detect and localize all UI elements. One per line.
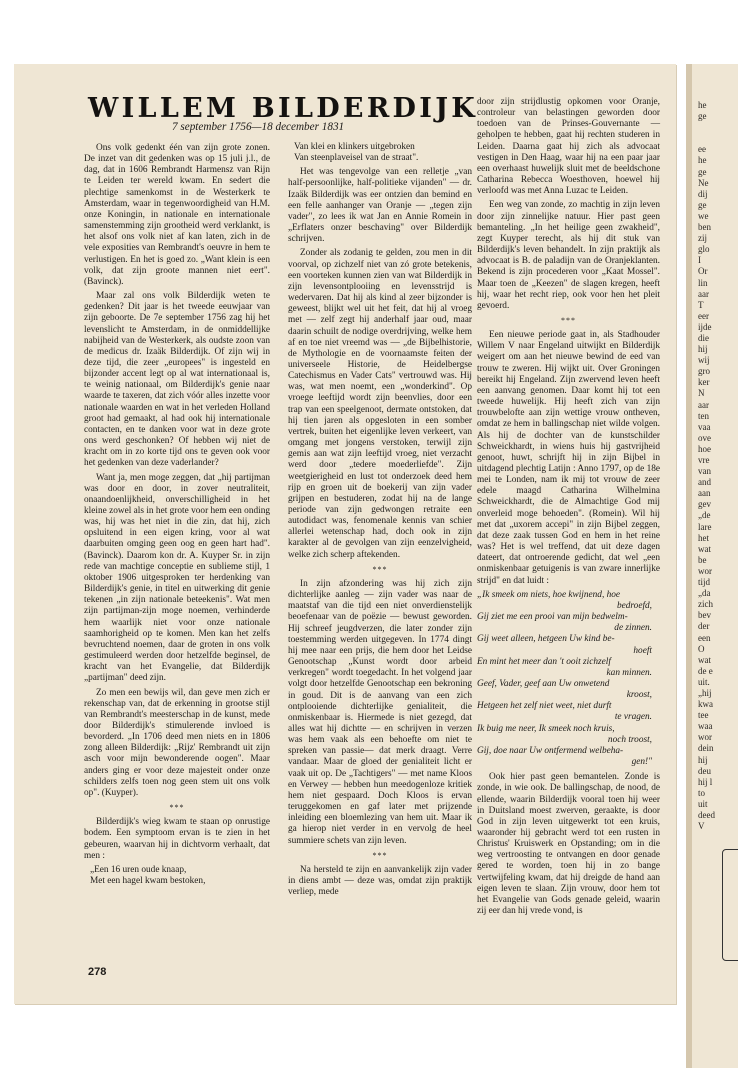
poem-line: Van steenplaveisel van de straat". <box>294 153 419 164</box>
verse-line: te vragen. <box>614 712 652 723</box>
verse-line: gen!" <box>631 757 652 768</box>
poem-line: Van klei en klinkers uitgebroken <box>294 142 415 152</box>
article-title: WILLEM BILDERDIJK <box>88 93 479 124</box>
paragraph: Maar zal ons volk Bilderdijk weten te gedenken? Dit jaar is het tweede eeuwjaar van zijn geboorte. De 7e september 1756 zag hij het levenslicht te Amsterdam, in de onmiddellijke nabijheid van de Westerkerk, als oudste zoon van de medicus dr. Izaäk Bilderdijk. Of zijn wij in deze tijd, die zeer „europees" is ingesteld en bijzonder accent legt op al wat internationaal is, te weinig nationaal, om Bilderdijk's genie naar waarde te taxeren, dat zich vóór alles inzette voor nationale waarden en wat in het verleden Holland groot had gemaakt, al had ook hij internationale contacten, en te danken voor wat in deze grote ons werd geschonken? Of hebben wij niet de kracht om in zo korte tijd ons te geven ook voor het gedenken van deze vaderlander? <box>84 291 270 469</box>
section-separator: *** <box>169 803 185 813</box>
paragraph: Want ja, men moge zeggen, dat „hij partijman was door en door, in zover neutraliteit, onaandoenlijkheid, onverschilligheid in het kleine zowel als in het grote voor hem een onding was, hij was het niet in die zin, dat hij, zich opsluitend in een eigen kring, voor al wat daarbuiten omging geen oog en geen hart had". (Bavinck). Daarom kon dr. A. Kuyper Sr. in zijn rede van machtige conceptie en sublieme stijl, 1 oktober 1906 uitgesproken ter herdenking van Bilderdijk's genie, in titel en uitwerking dit genie tekenen „in zijn nationale beteekenis". Wat men zijn partijman-zijn moge noemen, verhinderde hem waarlijk niet voor onze nationale saamhorigheid op te komen. Men kan het zelfs bevruchtend noemen, daar de groten in ons volk gestimuleerd werden door hetzelfde beginsel, de kracht van het Evangelie, dat Bilderdijk „partijman" deed zijn. <box>84 472 270 684</box>
page-number: 278 <box>88 966 107 978</box>
paragraph: Ook hier past geen bemantelen. Zonde is zonde, in wie ook. De ballingschap, de nood, de ellende, waarin Bilderdijk vooral toen hij weer in Duitsland moest zwerven, geraakte, is door God in zijn leven uitgewerkt tot een kruis, waaronder hij gebracht werd tot een rusten in Christus' Kruiswerk en Opstanding; om in die weg vertroosting te ontvangen en door genade gered te worden, toen hij in zo bange vertwijfeling kwam, dat hij dreigde de hand aan eigen leven te slaan. Zijn vrouw, door hem tot het Evangelie van Gods genade geleid, waarin zij eer dan hij vrede vond, is <box>477 772 660 917</box>
column-3 <box>477 97 660 920</box>
paragraph: Ons volk gedenkt één van zijn grote zonen. De inzet van dit gedenken was op 15 juli j.l., de dag, dat in 1606 Rembrandt Harmensz van Rijn te Leiden ter wereld kwam. En sedert die plechtige samenkomst in de Westerkerk te Amsterdam, waar in tegenwoordigheid van H.M. onze Koningin, in nationale en internationale samenstemming zijn grootheid werd verklankt, is het alsof ons volk niet af kan laten, zich in de vele exposities van Rembrandt's oeuvre in hem te verlustigen. En het is goed zo. „Want klein is een volk, dat zijn groote mannen niet eert". (Bavinck). <box>84 143 270 287</box>
page-gutter <box>686 64 692 1068</box>
verse-line: En mint het meer dan 't ooit zichzelf <box>477 656 611 667</box>
poem-block <box>90 865 270 887</box>
section-separator: *** <box>561 315 576 325</box>
verse-line: Hetgeen het zelf niet weet, niet durft <box>477 701 612 712</box>
section-separator: *** <box>372 564 388 574</box>
paragraph: In zijn afzondering was hij zich zijn dichterlijke aanleg — zijn vader was naar de maatstaf van die tijd een niet onverdienstelijk beoefenaar van de poëzie — bewust geworden. Hij schreef jeugdverzen, die later zonder zijn toestemming werden uitgegeven. In 1774 dingt hij mee naar een prijs, die hem door het Leidse Genootschap „Kunst wordt door arbeid verkregen" wordt toegedacht. In het volgend jaar volgt door hetzelfde Genootschap een bekroning in goud. Dit is de aanvang van een zich ontplooiende dichterlijke genialiteit, die onmiskenbaar is. Hiermede is niet gezegd, dat alles wat hij dichtte — en schrijven in verzen was hem vaak als een behoefte om niet te spreken van passie— dat merk draagt. Verre vandaar. Maar de gloed der genialiteit licht er vaak uit op. De „Tachtigers" — met name Kloos en Verwey — hebben hun meedogenloze kritiek hem niet gespaard. Doch Kloos is ervan teruggekomen en gaf later met prijzende inleiding een bloemlezing van hem uit. Maar ik ga hierop niet verder in en vervolg de heel summiere schets van zijn leven. <box>288 578 472 846</box>
verse-line: Geef, Vader, geef aan Uw onwetend <box>477 678 610 689</box>
paragraph: Na hersteld te zijn en aanvankelijk zijn vader in diens ambt — deze was, omdat zijn praktijk verliep, mede <box>288 864 472 898</box>
next-page-frame <box>722 849 738 961</box>
verse-line: kan minnen. <box>606 667 652 678</box>
paragraph: Het was tengevolge van een relletje „van half-persoonlijke, half-politieke vijanden" — dr. Izaäk Bilderdijk was eer ontzien dan bemind en een felle aanhanger van Oranje — „tegen zijn vader", zo lees ik wat Jan en Annie Romein in „Erflaters onzer beschaving" over Bilderdijk schrijven. <box>288 167 472 245</box>
paragraph: door zijn strijdlustig opkomen voor Oranje, controleur van belastingen geworden door toedoen van de Prinses-Gouvernante — geholpen te hebben, gaat hij rechten studeren in Leiden. Daarna gaat hij zich als advocaat vestigen in Den Haag, waar hij na een paar jaar een overhaast huwelijk sluit met de beeldschone Catharina Rebecca Woesthoven, hoewel hij verloofd was met Anna Luzac te Leiden. <box>477 97 660 197</box>
paragraph: Een nieuwe periode gaat in, als Stadhouder Willem V naar Engeland uitwijkt en Bilderdijk weigert om aan het nieuwe bewind de eed van trouw te zweren. Hij wijkt uit. Over Groningen bereikt hij Engeland. Zijn zwervend leven heeft een aanvang genomen. Daar komt hij tot een tweede huwelijk. Hij heeft zich van zijn trouwbelofte aan zijn wettige vrouw ontheven, omdat ze hem in ballingschap niet wilde volgen. Als hij de dochter van de kunstschilder Schweickhardt, in wiens huis hij gastvrijheid genoot, huwt, schrijft hij in zijn Bijbel in uitdagend plechtig Latijn : Anno 1797, op de 18e mei te Londen, nam ik mij tot vrouw de zeer edele maagd Catharina Wilhelmina Schweickhardt, die de Almachtige God mij onverleid moge behoeden". (Romein). Wil hij met dat „uxorem accepi" in zijn Bijbel zeggen, dat deze zaak tussen God en hem in het reine was? Het is wel treffend, dat uit deze dagen dateert, dat ontroerende gedicht, dat wel „een onmiskenbaar getuigenis is van zware innerlijke strijd" en dat luidt : <box>477 330 660 586</box>
column-1 <box>84 143 270 890</box>
verse-line: de zinnen. <box>614 623 652 634</box>
poem-block <box>477 590 660 769</box>
verse-line: noch troost, <box>607 734 652 745</box>
poem-line: „Een 16 uren oude knaap, <box>90 864 187 875</box>
verse-line: bedroefd, <box>616 600 652 611</box>
column-2 <box>288 143 472 901</box>
verse-line: Ik buig me neer, Ik smeek noch kruis, <box>477 723 615 734</box>
verse-line: Gij ziet me een prooi van mijn bedwelm- <box>477 612 628 623</box>
verse-line: hoeft <box>633 645 652 656</box>
next-page-text-fragments: he ge ee he ge Ne dij ge we ben zij glo I Or lin aar T eer ijde die hij wij gro ker N aar ten vaa ove hoe vre van and aan gev „de lare het wat be wor tijd „da zich bev der een O wat de e uit. „hij kwa tee waa wor dein hij deu hij l to uit deed V <box>698 100 715 832</box>
section-separator: *** <box>372 850 388 860</box>
paragraph: Een weg van zonde, zo machtig in zijn leven door zijn zinnelijke natuur. Hier past geen bemanteling. „In het heilige geen zwakheid", zegt Kuyper terecht, als hij dit stuk van Bilderdijk's leven behandelt. In zijn praktijk als advocaat is B. de paladijn van de Oranjeklanten. Bekend is zijn procederen voor „Kaat Mossel". Maar toen de „Keezen" de slagen kregen, heeft hij, waar het recht riep, ook voor hen het pleit gevoerd. <box>477 200 660 311</box>
verse-line: Gij, doe naar Uw ontfermend welbeha- <box>477 745 624 756</box>
verse-line: kroost, <box>626 690 652 701</box>
paragraph: Zonder als zodanig te gelden, zou men in dit voorval, op zichzelf niet van zó grote betekenis, een voorteken kunnen zien van wat Bilderdijk in zijn levensontplooiing en levensstrijd is wedervaren. Dat hij als kind al zeer bijzonder is geweest, blijkt wel uit het feit, dat hij al vroeg met — zelf zegt hij anderhalf jaar oud, maar daarin schuilt de nodige overdrijving, welke hem af en toe niet vreemd was — „de Bijbelhistorie, de Mythologie en de voornaamste feiten der universeele Historie, de Heidelbergse Catechismus en Vader Cats" vertrouwd was. Hij was, wat men noemt, een „wonderkind". Op vroege leeftijd wordt zijn beenvlies, door een trap van een speelgenoot, dermate ontstoken, dat hij tien jaren als opgesloten in een somber vertrek, buiten het eigenlijke leven verkeert, van omgang met jongens verstoken, terwijl zijn gemis aan wat zijn leeftijd vroeg, niet verzacht werd door „tedere moederliefde". Zijn weetgierigheid en lust tot onderzoek deed hem rijp en groen uit de boekerij van zijn vader grijpen en bestuderen, zodat hij na de lange periode van zijn gedwongen retraite een autodidact was, fenomenale kennis van schier allerlei wetenschap had, doch ook in zijn karakter al de gevolgen van zijn eenzelvigheid, welke zich scherp aftekenden. <box>288 248 472 560</box>
article-subtitle: 7 september 1756—18 december 1831 <box>172 121 345 133</box>
paragraph: Zo men een bewijs wil, dan geve men zich er rekenschap van, dat de erkenning in grootse stijl van Rembrandt's meesterschap in de kunst, mede door Bilderdijk's stimulerende invloed is bevorderd. „In 1706 deed men niets en in 1806 zong alleen Bilderdijk: „Rijz' Rembrandt uit zijn asch voor mijn bewonderende oogen". Maar anders ging er voor deze majesteit onder onze schilders zelfs toen nog geen stem uit ons volk op". (Kuyper). <box>84 687 270 798</box>
poem-block <box>294 142 472 164</box>
verse-line: „Ik smeek om niets, hoe kwijnend, hoe <box>477 589 621 600</box>
paragraph: Bilderdijk's wieg kwam te staan op onrustige bodem. Een symptoom ervan is te zien in het gebeuren, waarvan hij in dichtvorm verhaalt, dat men : <box>84 817 270 861</box>
verse-line: Gij weet alleen, hetgeen Uw kind be- <box>477 634 615 645</box>
next-page-edge <box>686 64 738 1068</box>
poem-line: Met een hagel kwam bestoken, <box>90 876 206 886</box>
